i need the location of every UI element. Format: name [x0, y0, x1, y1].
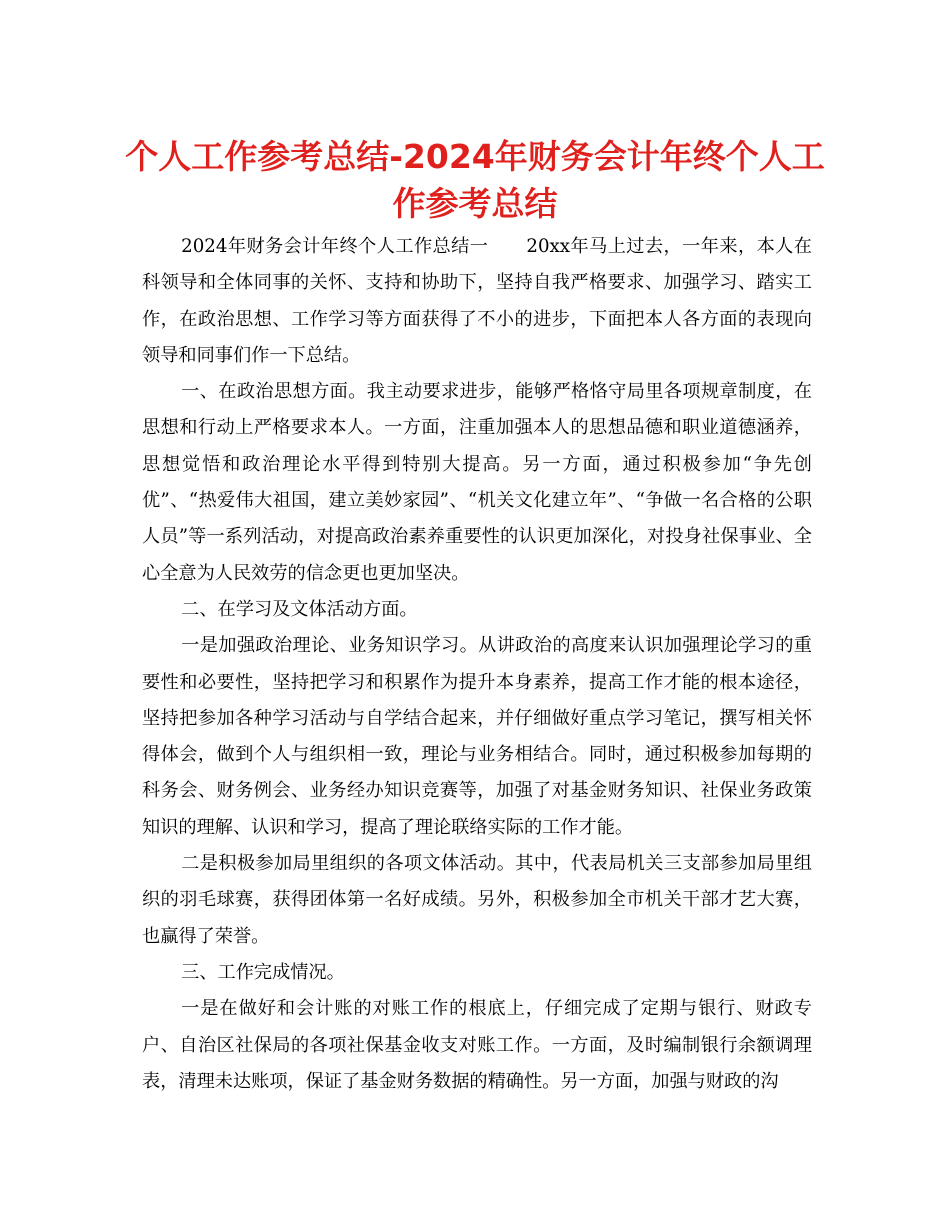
intro-lead: 2024年财务会计年终个人工作总结一 — [181, 236, 489, 257]
heading-study-and-activities: 二、在学习及文体活动方面。 — [181, 598, 418, 620]
heading-work-completion: 三、工作完成情况。 — [181, 961, 345, 983]
paragraph-reconciliation: 一是在做好和会计账的对账工作的根底上，仔细完成了定期与银行、财政专户、自治区社保局的各项社保基金收支对账工作。一方面，及时编制银行余额调理表，清理未达账项，保证了基金财务数据的精确性。另一方面，加强与财政的沟 — [142, 998, 812, 1092]
paragraph-cultural-activities: 二是积极参加局里组织的各项文体活动。其中，代表局机关三支部参加局里组织的羽毛球赛，获得团体第一名好成绩。另外，积极参加全市机关干部才艺大赛，也赢得了荣誉。 — [142, 853, 812, 947]
paragraph-theory-study: 一是加强政治理论、业务知识学习。从讲政治的高度来认识加强理论学习的重要性和必要性，坚持把学习和积累作为提升本身素养，提高工作才能的根本途径，坚持把参加各种学习活动与自学结合起来，并仔细做好重点学习笔记，撰写相关怀得体会，做到个人与组织相一致，理论与业务相结合。同时，通过积极参加每期的科务会、财务例会、业务经办知识竞赛等，加强了对基金财务知识、社保业务政策知识的理解、认识和学习，提高了理论联络实际的工作才能。 — [142, 635, 812, 838]
document-body — [142, 229, 812, 1100]
intro-text: 20xx年马上过去，一年来，本人在科领导和全体同事的关怀、支持和协助下，坚持自我严格要求、加强学习、踏实工作，在政治思想、工作学习等方面获得了不小的进步，下面把本人各方面的表现向领导和同事们作一下总结。 — [142, 236, 812, 366]
paragraph-political-thought: 一、在政治思想方面。我主动要求进步，能够严格恪守局里各项规章制度，在思想和行动上严格要求本人。一方面，注重加强本人的思想品德和职业道德涵养，思想觉悟和政治理论水平得到特别大提高。另一方面，通过积极参加“争先创优”、“热爱伟大祖国，建立美妙家园”、“机关文化建立年”、“争做一名合格的公职人员”等一系列活动，对提高政治素养重要性的认识更加深化，对投身社保事业、全心全意为人民效劳的信念更也更加坚决。 — [142, 381, 812, 584]
paragraph-intro — [142, 229, 812, 374]
document-title: 个人工作参考总结-2024年财务会计年终个人工作参考总结 — [125, 137, 825, 223]
